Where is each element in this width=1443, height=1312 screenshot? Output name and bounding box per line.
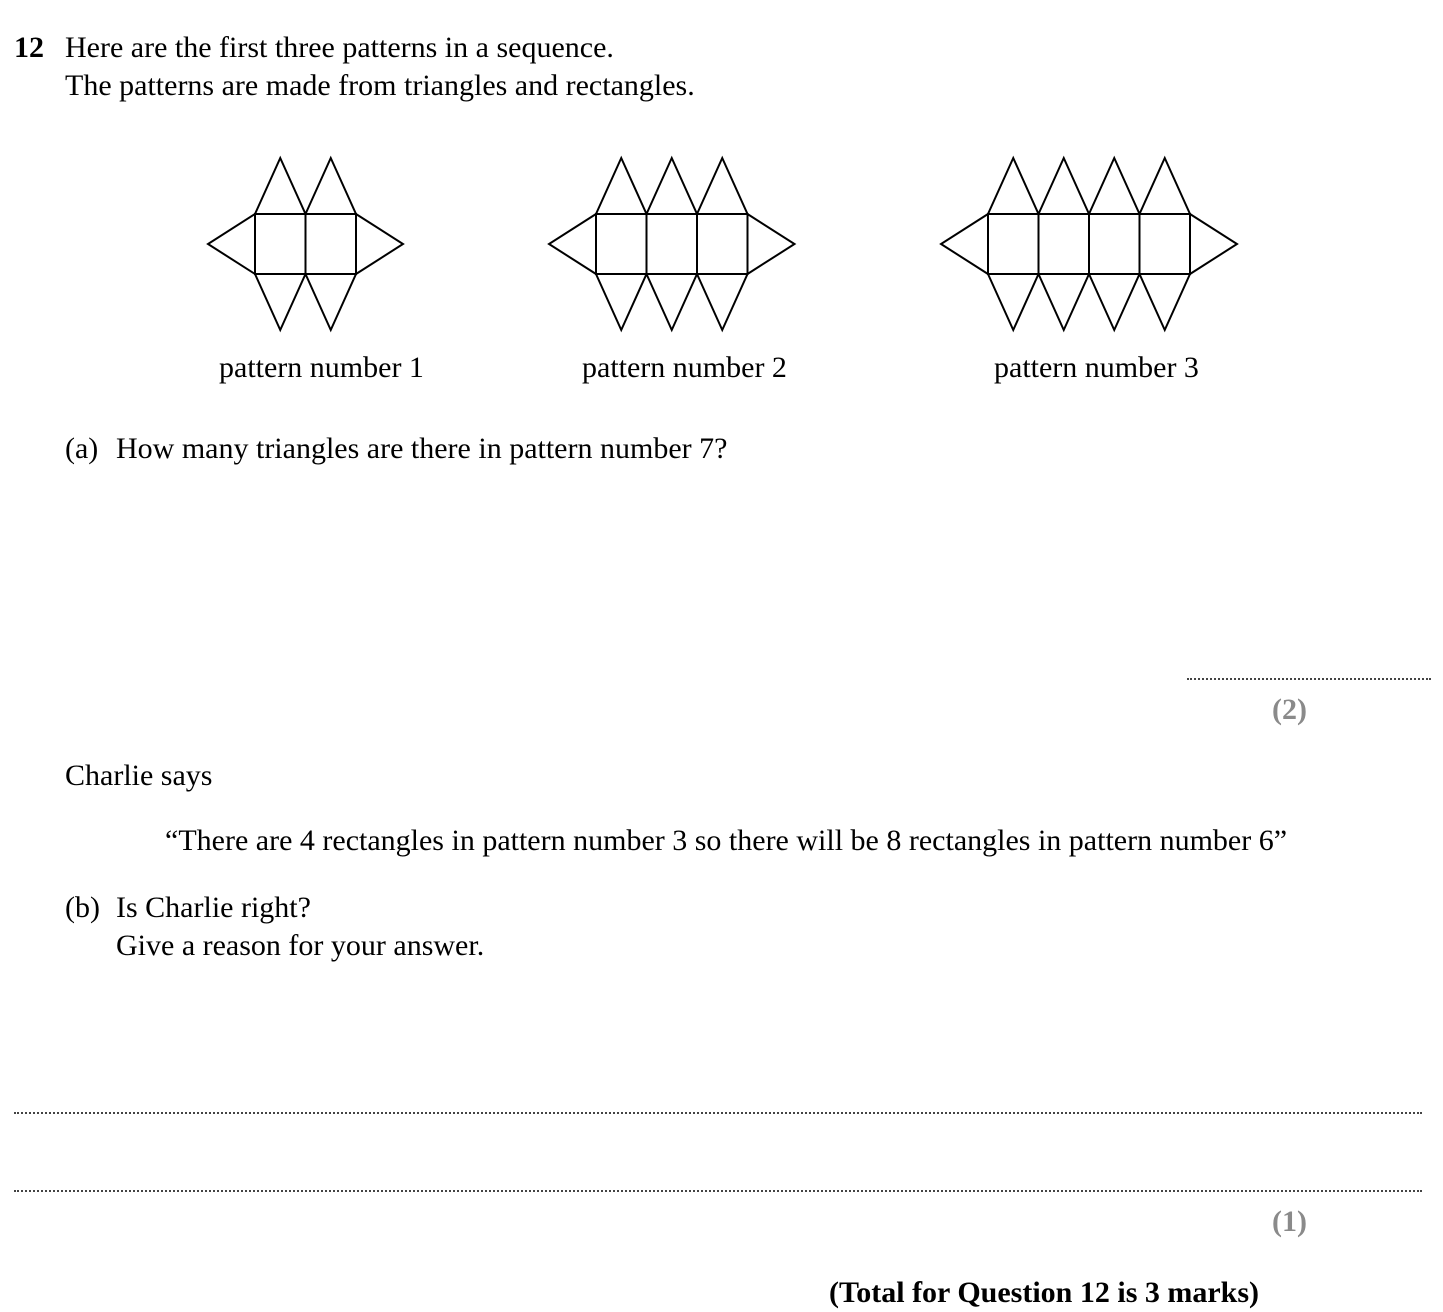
pattern-3-top-triangle — [1089, 158, 1140, 214]
pattern-2-top-triangle — [697, 158, 748, 214]
pattern-figure-1 — [0, 0, 1443, 400]
pattern-2-right-triangle — [748, 214, 795, 274]
pattern-2-top-triangle — [647, 158, 698, 214]
pattern-1 — [208, 158, 403, 330]
pattern-label-2: pattern number 2 — [582, 351, 787, 384]
part-b-marks: (1) — [1272, 1205, 1307, 1238]
pattern-3-right-triangle — [1190, 214, 1237, 274]
pattern-1-top-triangle — [306, 158, 357, 214]
pattern-2-bottom-triangle — [596, 274, 647, 330]
pattern-2-rectangle — [596, 214, 647, 274]
part-b-letter: (b) — [65, 891, 100, 924]
part-a-marks: (2) — [1272, 693, 1307, 726]
pattern-1-bottom-triangle — [306, 274, 357, 330]
pattern-3-top-triangle — [1039, 158, 1090, 214]
pattern-3-rectangle — [988, 214, 1039, 274]
pattern-2 — [549, 158, 795, 330]
pattern-label-1: pattern number 1 — [219, 351, 424, 384]
part-b-line2: Give a reason for your answer. — [116, 929, 485, 962]
pattern-1-top-triangle — [255, 158, 306, 214]
question-number: 12 — [14, 31, 44, 64]
question-intro-line1: Here are the first three patterns in a sequence. — [65, 31, 614, 64]
pattern-2-rectangle — [647, 214, 698, 274]
pattern-1-left-triangle — [208, 214, 255, 274]
part-b-answer-line-2[interactable] — [14, 1190, 1422, 1192]
pattern-3-left-triangle — [941, 214, 988, 274]
charlie-quote: “There are 4 rectangles in pattern number 3 so there will be 8 rectangles in pattern number 6” — [165, 824, 1288, 857]
pattern-3-rectangle — [1140, 214, 1191, 274]
pattern-2-bottom-triangle — [697, 274, 748, 330]
part-a-letter: (a) — [65, 432, 99, 465]
charlie-says: Charlie says — [65, 759, 213, 792]
pattern-3-rectangle — [1039, 214, 1090, 274]
pattern-3-bottom-triangle — [1089, 274, 1140, 330]
pattern-2-top-triangle — [596, 158, 647, 214]
pattern-2-bottom-triangle — [647, 274, 698, 330]
pattern-3-bottom-triangle — [988, 274, 1039, 330]
pattern-1-rectangle — [255, 214, 306, 274]
part-a-answer-line[interactable] — [1187, 678, 1431, 680]
pattern-3 — [941, 158, 1237, 330]
pattern-3-bottom-triangle — [1140, 274, 1191, 330]
pattern-2-rectangle — [697, 214, 748, 274]
pattern-3-top-triangle — [1140, 158, 1191, 214]
pattern-1-bottom-triangle — [255, 274, 306, 330]
pattern-3-top-triangle — [988, 158, 1039, 214]
pattern-1-right-triangle — [356, 214, 403, 274]
part-a-question: How many triangles are there in pattern number 7? — [116, 432, 728, 465]
pattern-3-rectangle — [1089, 214, 1140, 274]
question-intro-line2: The patterns are made from triangles and rectangles. — [65, 69, 695, 102]
pattern-3-bottom-triangle — [1039, 274, 1090, 330]
pattern-label-3: pattern number 3 — [994, 351, 1199, 384]
pattern-1-rectangle — [306, 214, 357, 274]
pattern-2-left-triangle — [549, 214, 596, 274]
part-b-answer-line-1[interactable] — [14, 1112, 1422, 1114]
part-b-line1: Is Charlie right? — [116, 891, 311, 924]
question-total: (Total for Question 12 is 3 marks) — [829, 1276, 1260, 1309]
